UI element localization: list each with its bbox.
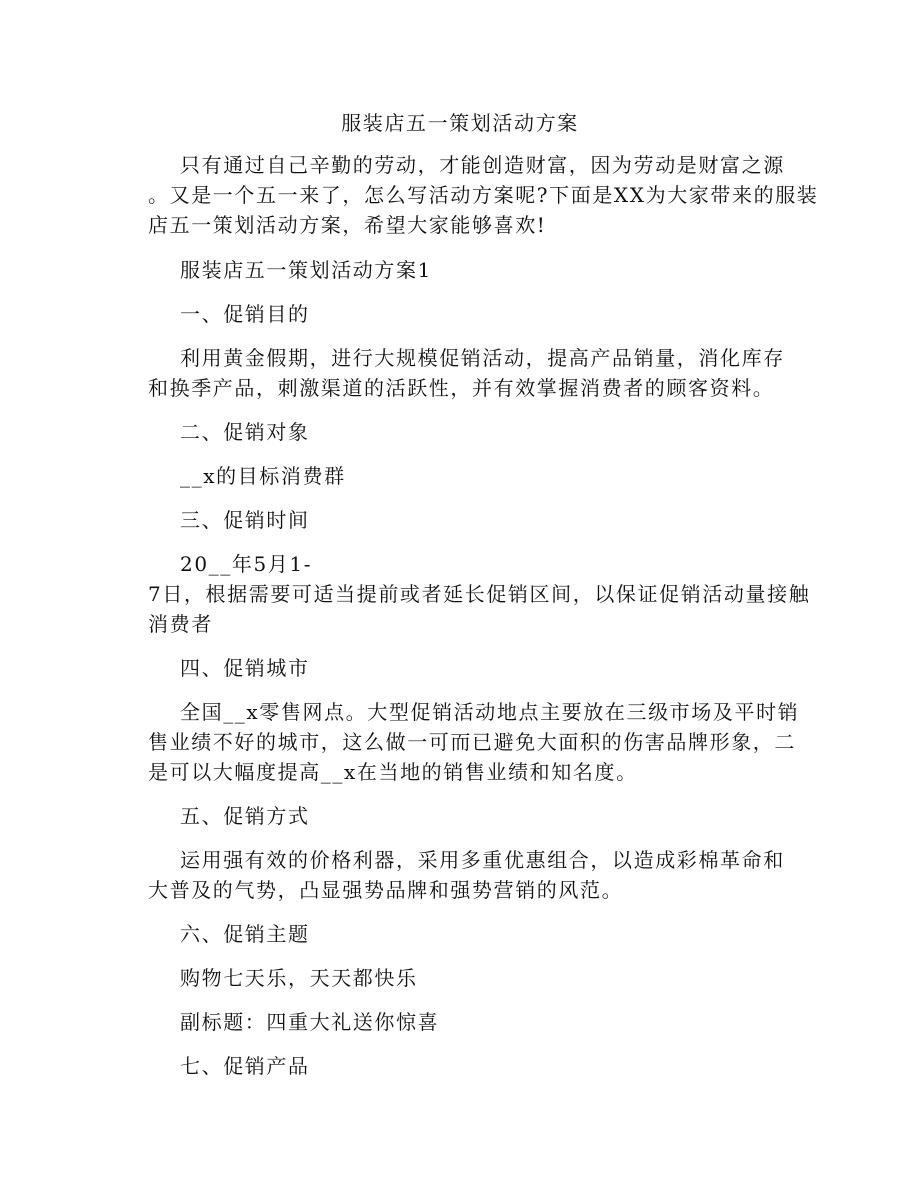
paragraph-line: 和换季产品，刺激渠道的活跃性，并有效掌握消费者的顾客资料。: [148, 376, 775, 400]
paragraph-line: 运用强有效的价格利器，采用多重优惠组合，以造成彩棉革命和: [180, 848, 785, 872]
paragraph-line: 消费者: [148, 612, 213, 636]
paragraph-line: 店五一策划活动方案，希望大家能够喜欢!: [148, 213, 547, 237]
paragraph-line: 副标题：四重大礼送你惊喜: [180, 1010, 440, 1034]
paragraph-line: 服装店五一策划活动方案1: [180, 258, 432, 282]
paragraph-line: 全国__x零售网点。大型促销活动地点主要放在三级市场及平时销: [180, 700, 800, 724]
paragraph-line: 20__年5月1-: [180, 552, 313, 576]
paragraph: [148, 505, 808, 535]
paragraph: [148, 801, 808, 831]
document-title: 服装店五一策划活动方案: [341, 111, 579, 135]
paragraph: [148, 343, 808, 403]
paragraph: [148, 255, 808, 285]
paragraph-line: 售业绩不好的城市，这么做一可而已避免大面积的伤害品牌形象，二: [148, 730, 796, 754]
paragraph-line: 。又是一个五一来了，怎么写活动方案呢?下面是XX为大家带来的服装: [148, 183, 819, 207]
paragraph: [148, 150, 819, 240]
paragraph: [148, 549, 811, 639]
paragraph: [148, 417, 808, 447]
paragraph: [148, 299, 808, 329]
paragraph: [148, 919, 808, 949]
paragraph-line: 7日，根据需要可适当提前或者延长促销区间，以保证促销活动量接触: [148, 582, 811, 606]
paragraph-line: 四、促销城市: [180, 656, 310, 680]
paragraph-line: 利用黄金假期，进行大规模促销活动，提高产品销量，消化库存: [180, 346, 785, 370]
paragraph: [148, 1051, 808, 1081]
paragraph-line: 二、促销对象: [180, 420, 310, 444]
paragraph-line: 只有通过自己辛勤的劳动，才能创造财富，因为劳动是财富之源: [180, 153, 785, 177]
paragraph: [148, 461, 808, 491]
paragraph: [148, 653, 808, 683]
paragraph-line: 五、促销方式: [180, 804, 310, 828]
paragraph-line: 购物七天乐，天天都快乐: [180, 966, 418, 990]
paragraph-line: __x的目标消费群: [180, 464, 346, 488]
paragraph-line: 三、促销时间: [180, 508, 310, 532]
paragraph-line: 是可以大幅度提高__x在当地的销售业绩和知名度。: [148, 760, 638, 784]
paragraph: [148, 963, 808, 993]
paragraph-line: 一、促销目的: [180, 302, 310, 326]
paragraph: [148, 697, 808, 787]
paragraph-line: 大普及的气势，凸显强势品牌和强势营销的风范。: [148, 878, 624, 902]
paragraph: [148, 845, 808, 905]
paragraph-line: 七、促销产品: [180, 1054, 310, 1078]
paragraph-line: 六、促销主题: [180, 922, 310, 946]
paragraph: [148, 1007, 808, 1037]
